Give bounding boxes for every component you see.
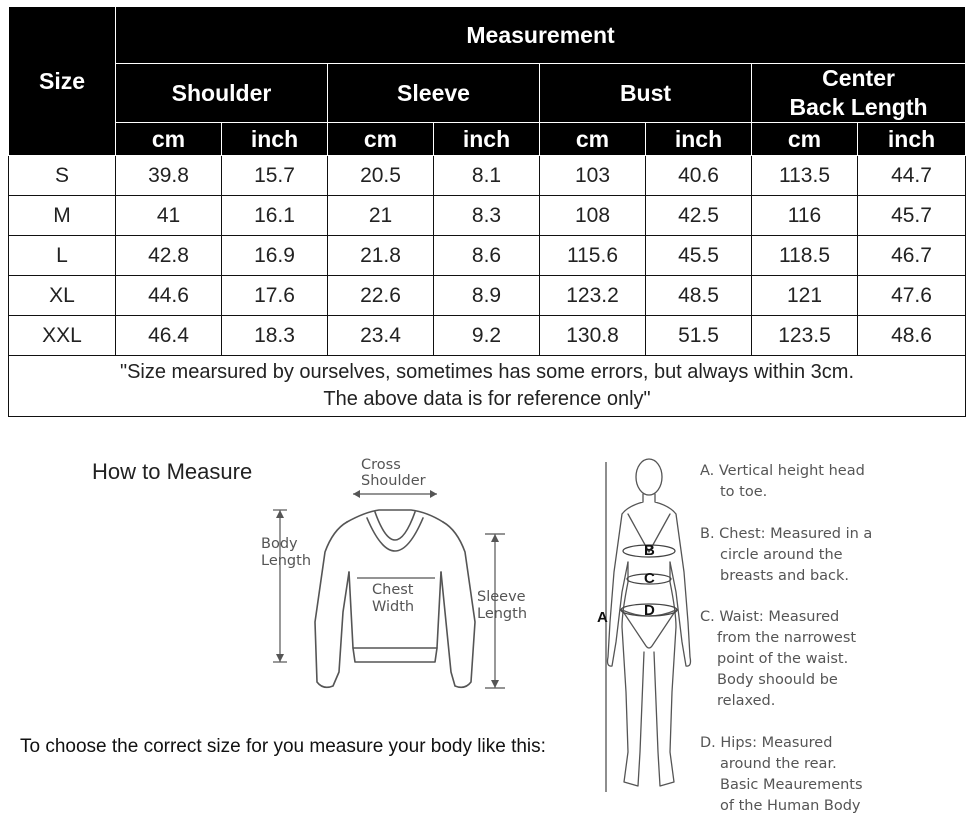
size-cell: XXL bbox=[9, 316, 116, 356]
value-cell: 123.2 bbox=[540, 276, 646, 316]
description-line: relaxed. bbox=[717, 693, 776, 709]
note-line: The above data is for reference only" bbox=[323, 388, 651, 410]
value-cell: 22.6 bbox=[328, 276, 434, 316]
description-line: from the narrowest bbox=[717, 630, 857, 646]
value-cell: 16.9 bbox=[222, 236, 328, 276]
body-outline bbox=[608, 494, 644, 666]
size-cell: L bbox=[9, 236, 116, 276]
body-length-label: Body bbox=[261, 536, 298, 552]
description-line: D. Hips: Measured bbox=[700, 735, 833, 751]
value-cell: 48.6 bbox=[858, 316, 966, 356]
garment-outline bbox=[441, 522, 475, 687]
instruction-text: To choose the correct size for you measure your body like this: bbox=[20, 736, 546, 757]
table-row bbox=[9, 156, 966, 196]
unit-header: cm bbox=[116, 123, 222, 156]
value-cell: 46.7 bbox=[858, 236, 966, 276]
center-back-length-line2: Back Length bbox=[789, 94, 928, 120]
value-cell: 42.8 bbox=[116, 236, 222, 276]
value-cell: 8.9 bbox=[434, 276, 540, 316]
measurement-header: Measurement bbox=[116, 7, 966, 64]
value-cell: 115.6 bbox=[540, 236, 646, 276]
value-cell: 45.5 bbox=[646, 236, 752, 276]
description-c bbox=[700, 607, 856, 712]
value-cell: 44.6 bbox=[116, 276, 222, 316]
value-cell: 20.5 bbox=[328, 156, 434, 196]
marker-b: B bbox=[644, 542, 655, 559]
value-cell: 116 bbox=[752, 196, 858, 236]
description-b bbox=[700, 524, 872, 587]
marker-a: A bbox=[597, 609, 608, 626]
center-back-length-line1: Center bbox=[822, 65, 895, 91]
chest-width-label: Chest bbox=[372, 582, 414, 598]
body-outline bbox=[655, 494, 691, 666]
value-cell: 41 bbox=[116, 196, 222, 236]
table-row bbox=[9, 316, 966, 356]
body-outline bbox=[622, 562, 644, 786]
value-cell: 123.5 bbox=[752, 316, 858, 356]
value-cell: 16.1 bbox=[222, 196, 328, 236]
center-back-length-header bbox=[752, 64, 966, 123]
cross-shoulder-label: Cross bbox=[361, 457, 401, 473]
value-cell: 46.4 bbox=[116, 316, 222, 356]
marker-c: C bbox=[644, 570, 655, 587]
unit-header: cm bbox=[328, 123, 434, 156]
shoulder-header: Shoulder bbox=[116, 64, 328, 123]
value-cell: 51.5 bbox=[646, 316, 752, 356]
value-cell: 42.5 bbox=[646, 196, 752, 236]
sleeve-length-label: Sleeve bbox=[477, 589, 526, 605]
arrow-icon bbox=[353, 490, 360, 498]
value-cell: 121 bbox=[752, 276, 858, 316]
garment-hem bbox=[353, 648, 437, 662]
arrow-icon bbox=[430, 490, 437, 498]
garment-neck bbox=[367, 518, 423, 551]
value-cell: 23.4 bbox=[328, 316, 434, 356]
note-row bbox=[9, 356, 966, 417]
garment-neck bbox=[375, 512, 415, 540]
unit-header: inch bbox=[646, 123, 752, 156]
size-cell: S bbox=[9, 156, 116, 196]
description-line: to toe. bbox=[720, 484, 768, 500]
description-d bbox=[700, 733, 863, 817]
value-cell: 48.5 bbox=[646, 276, 752, 316]
description-line: around the rear. bbox=[720, 756, 837, 772]
garment-outline bbox=[315, 522, 349, 687]
arrow-icon bbox=[491, 680, 499, 688]
body-figure bbox=[592, 452, 697, 802]
description-line: of the Human Body bbox=[720, 798, 861, 814]
arrow-icon bbox=[491, 534, 499, 542]
arrow-icon bbox=[276, 510, 284, 518]
description-a bbox=[700, 461, 865, 503]
size-chart-table bbox=[8, 6, 966, 417]
unit-header: cm bbox=[540, 123, 646, 156]
value-cell: 44.7 bbox=[858, 156, 966, 196]
value-cell: 8.1 bbox=[434, 156, 540, 196]
body-outline bbox=[654, 562, 676, 786]
description-line: C. Waist: Measured bbox=[700, 609, 840, 625]
description-line: circle around the bbox=[720, 547, 843, 563]
table-row bbox=[9, 196, 966, 236]
value-cell: 113.5 bbox=[752, 156, 858, 196]
unit-header: inch bbox=[858, 123, 966, 156]
value-cell: 17.6 bbox=[222, 276, 328, 316]
table-row bbox=[9, 236, 966, 276]
value-cell: 45.7 bbox=[858, 196, 966, 236]
chest-width-label: Width bbox=[372, 599, 415, 615]
bust-header: Bust bbox=[540, 64, 752, 123]
description-line: A. Vertical height head bbox=[700, 463, 865, 479]
size-column-header: Size bbox=[9, 7, 116, 156]
value-cell: 103 bbox=[540, 156, 646, 196]
description-line: Body shoould be bbox=[717, 672, 838, 688]
value-cell: 47.6 bbox=[858, 276, 966, 316]
unit-header: inch bbox=[434, 123, 540, 156]
garment-outline bbox=[347, 510, 443, 522]
value-cell: 118.5 bbox=[752, 236, 858, 276]
value-cell: 40.6 bbox=[646, 156, 752, 196]
value-cell: 18.3 bbox=[222, 316, 328, 356]
head-outline bbox=[636, 459, 662, 495]
value-cell: 130.8 bbox=[540, 316, 646, 356]
value-cell: 8.3 bbox=[434, 196, 540, 236]
value-cell: 9.2 bbox=[434, 316, 540, 356]
how-to-measure-title: How to Measure bbox=[92, 459, 253, 484]
table-row bbox=[9, 276, 966, 316]
value-cell: 8.6 bbox=[434, 236, 540, 276]
unit-header: inch bbox=[222, 123, 328, 156]
cross-shoulder-label: Shoulder bbox=[361, 473, 426, 489]
value-cell: 108 bbox=[540, 196, 646, 236]
body-length-label: Length bbox=[261, 553, 312, 569]
description-line: B. Chest: Measured in a bbox=[700, 526, 873, 542]
value-cell: 39.8 bbox=[116, 156, 222, 196]
description-line: breasts and back. bbox=[720, 568, 850, 584]
garment-sketch bbox=[255, 452, 535, 702]
size-cell: M bbox=[9, 196, 116, 236]
marker-d: D bbox=[644, 602, 655, 619]
note-line: "Size mearsured by ourselves, sometimes has some errors, but always within 3cm. bbox=[119, 361, 855, 383]
value-cell: 21.8 bbox=[328, 236, 434, 276]
value-cell: 21 bbox=[328, 196, 434, 236]
size-cell: XL bbox=[9, 276, 116, 316]
description-line: point of the waist. bbox=[717, 651, 849, 667]
description-line: Basic Meaurements bbox=[720, 777, 863, 793]
reference-note bbox=[9, 356, 966, 417]
value-cell: 15.7 bbox=[222, 156, 328, 196]
unit-header: cm bbox=[752, 123, 858, 156]
sleeve-header: Sleeve bbox=[328, 64, 540, 123]
arrow-icon bbox=[276, 654, 284, 662]
sleeve-length-label: Length bbox=[477, 606, 528, 622]
